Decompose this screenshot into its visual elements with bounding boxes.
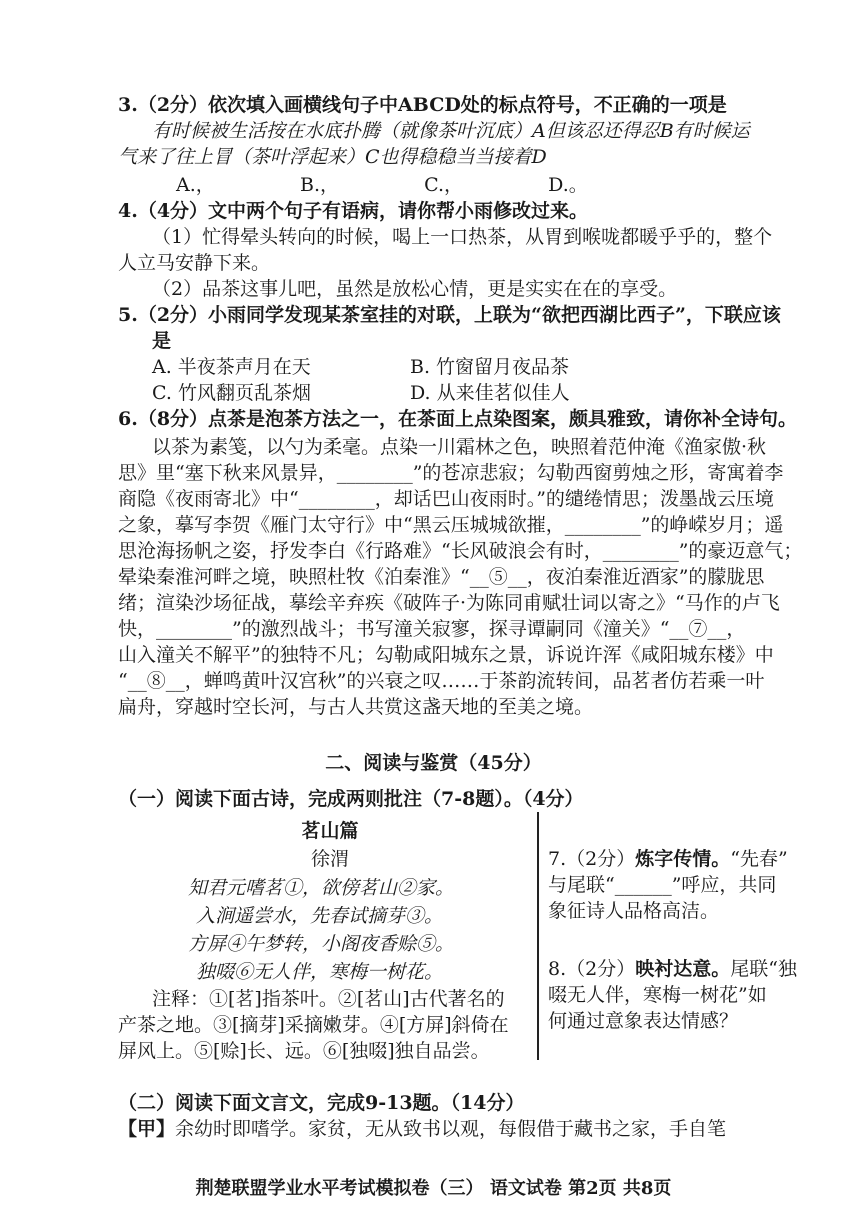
- q8-line3: 何通过意象表达情感？: [548, 1010, 739, 1032]
- q6-passage-line: 思》里“塞下秋来风景异，________”的苍凉悲寂；勾勒西窗剪烛之形，寄寓着李: [118, 462, 784, 484]
- poem-line: 独啜⑥无人伴，寒梅一树花。: [196, 961, 444, 983]
- q6-passage-line: 绪；渲染沙场征战，摹绘辛弃疾《破阵子·为陈同甫赋壮词以寄之》“马作的卢飞: [118, 592, 780, 614]
- q6-stem: 6.（8分）点茶是泡茶方法之一，在茶面上点染图案，颇具雅致，请你补全诗句。: [118, 408, 798, 430]
- page-footer: 荆楚联盟学业水平考试模拟卷（三） 语文试卷 第2页 共8页: [195, 1178, 672, 1199]
- q5-option-b: B. 竹窗留月夜品茶: [410, 356, 570, 378]
- q7-line1: [548, 846, 788, 872]
- q4-sentence2: （2）品茶这事儿吧，虽然是放松心情，更是实实在在的享受。: [152, 278, 678, 300]
- q5-option-d: D. 从来佳茗似佳人: [410, 382, 570, 404]
- q5-option-a: A. 半夜茶声月在天: [152, 356, 311, 378]
- poem-author: 徐渭: [310, 848, 349, 870]
- q5-stem-line2: 是: [152, 330, 172, 352]
- q8-number: 8.（2分）: [548, 958, 636, 980]
- q6-passage-line: 山入潼关不解平”的独特不凡；勾勒咸阳城东之景，诉说许浑《咸阳城东楼》中: [118, 644, 774, 666]
- q7-number: 7.（2分）: [548, 848, 636, 870]
- poem-line: 方屏④午梦转，小阁夜香赊⑤。: [188, 933, 455, 955]
- q6-passage-line: 晕染秦淮河畔之境，映照杜牧《泊秦淮》“__⑤__，夜泊秦淮近酒家”的朦胧思: [118, 566, 765, 588]
- q3-option-a: A.，: [176, 174, 215, 196]
- q7-label: 炼字传情。: [635, 848, 731, 870]
- part1-heading: （一）阅读下面古诗，完成两则批注（7-8题）。（4分）: [118, 788, 584, 810]
- q3-sentence-line1: 有时候被生活按在水底扑腾（就像茶叶沉底）A但该忍还得忍B有时候运: [152, 120, 750, 142]
- q8-line1: [548, 956, 797, 982]
- q3-options: [176, 172, 666, 198]
- q3-stem: 3.（2分）依次填入画横线句子中ABCD处的标点符号，不正确的一项是: [118, 94, 727, 116]
- poem-notes-line: 注释：①[茗]指茶叶。②[茗山]古代著名的: [152, 988, 505, 1010]
- part2-heading: （二）阅读下面文言文，完成9-13题。（14分）: [118, 1092, 525, 1114]
- q7-line3: 象征诗人品格高洁。: [548, 900, 720, 922]
- part2-jia-line: [118, 1116, 726, 1142]
- section-title: 二、阅读与鉴赏（45分）: [325, 752, 542, 774]
- q8-line2: 啜无人伴，寒梅一树花”如: [548, 984, 767, 1006]
- q5-stem-line1: 5.（2分）小雨同学发现某茶室挂的对联，上联为“欲把西湖比西子”，下联应该: [118, 304, 781, 326]
- q6-passage-line: 思沧海扬帆之姿，抒发李白《行路难》“长风破浪会有时，________”的豪迈意气；: [118, 540, 803, 562]
- q8-line1-rest: 尾联“独: [730, 958, 797, 980]
- q6-passage-line: 扁舟，穿越时空长河，与古人共赏这盏天地的至美之境。: [118, 696, 594, 718]
- q5-option-c: C. 竹风翻页乱茶烟: [152, 382, 311, 404]
- q4-sentence1-line2: 人立马安静下来。: [118, 252, 271, 274]
- q3-option-d: D.。: [548, 174, 588, 196]
- q3-option-c: C.，: [424, 174, 463, 196]
- q4-stem: 4.（4分）文中两个句子有语病，请你帮小雨修改过来。: [118, 200, 589, 222]
- q6-passage-line: 快，________”的激烈战斗；书写潼关寂寥，探寻谭嗣同《潼关》“__⑦__，: [118, 618, 746, 640]
- q3-sentence-line2: 气来了往上冒（茶叶浮起来）C也得稳稳当当接着D: [118, 146, 547, 168]
- poem-notes-line: 产茶之地。③[摘芽]采摘嫩芽。④[方屏]斜倚在: [118, 1014, 509, 1036]
- q8-label: 映衬达意。: [635, 958, 731, 980]
- q6-passage-line: 商隐《夜雨寄北》中“________，却话巴山夜雨时。”的缱绻情思；泼墨战云压境: [118, 488, 774, 510]
- poem-notes-line: 屏风上。⑤[赊]长、远。⑥[独啜]独自品尝。: [118, 1040, 490, 1062]
- q4-sentence1-line1: （1）忙得晕头转向的时候，喝上一口热茶，从胃到喉咙都暖乎乎的，整个: [152, 226, 773, 248]
- q6-passage-line: 以茶为素笺，以勺为柔毫。点染一川霜林之色，映照着范仲淹《渔家傲·秋: [152, 436, 767, 458]
- jia-text: 余幼时即嗜学。家贫，无从致书以观，每假借于藏书之家，手自笔: [175, 1118, 727, 1140]
- poem-line: 入涧遥尝水，先春试摘芽③。: [196, 905, 444, 927]
- q7-line1-rest: “先春”: [730, 848, 788, 870]
- q3-option-b: B.，: [300, 174, 340, 196]
- poem-title: 茗山篇: [301, 820, 359, 842]
- column-divider: [537, 812, 539, 1060]
- q7-line2: 与尾联“______”呼应，共同: [548, 874, 777, 896]
- q6-passage-line: “__⑧__，蝉鸣黄叶汉宫秋”的兴衰之叹……于茶韵流转间，品茗者仿若乘一叶: [118, 670, 765, 692]
- q6-passage-line: 之象，摹写李贺《雁门太守行》中“黑云压城城欲摧，________”的峥嵘岁月；遥: [118, 514, 784, 536]
- jia-label: 【甲】: [118, 1118, 176, 1140]
- poem-line: 知君元嗜茗①，欲傍茗山②家。: [188, 877, 455, 899]
